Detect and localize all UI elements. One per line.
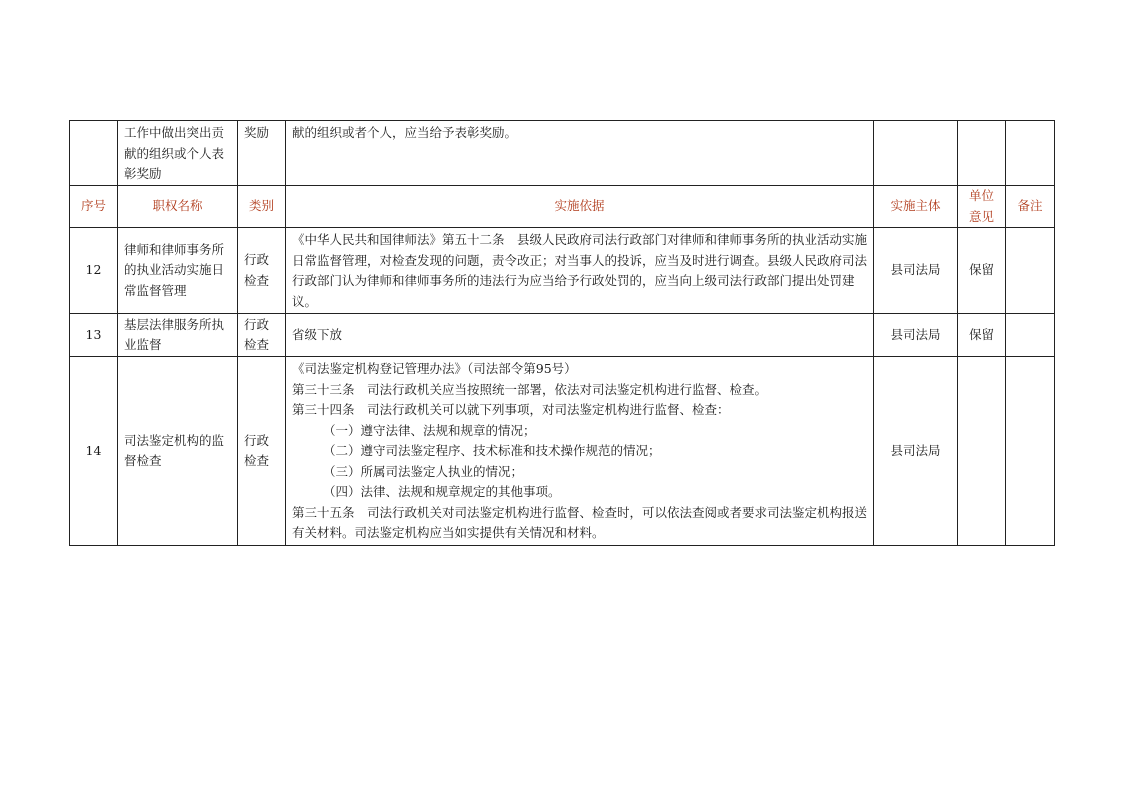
cell-index: 13	[70, 314, 118, 357]
cell-name: 司法鉴定机构的监督检查	[118, 357, 238, 546]
table-row	[70, 357, 1055, 546]
basis-list-item: （一）遵守法律、法规和规章的情况；	[323, 422, 536, 438]
cell-opinion: 保留	[958, 314, 1006, 357]
basis-list-item: （二）遵守司法鉴定程序、技术标准和技术操作规范的情况；	[323, 443, 661, 458]
table-header-row	[70, 186, 1055, 228]
cell-index: 12	[70, 228, 118, 314]
basis-paragraph: 第三十四条 司法行政机关可以就下列事项，对司法鉴定机构进行监督、检查：	[292, 402, 730, 417]
cell-opinion	[958, 121, 1006, 186]
cell-remark	[1006, 121, 1055, 186]
basis-paragraph: 《中华人民共和国律师法》第五十二条 县级人民政府司法行政部门对律师和律师事务所的执业活动实施日常监督管理，对检查发现的问题，责令改正；对当事人的投诉，应当及时进行调查。县级人民政府司法行政部门认为律师和律师事务所的违法行为应当给予行政处罚的，应当向上级司法行政部门提出处罚建议。	[292, 232, 868, 309]
header-name: 职权名称	[118, 186, 238, 228]
header-basis: 实施依据	[286, 186, 874, 228]
cell-remark	[1006, 228, 1055, 314]
cell-subject: 县司法局	[874, 228, 958, 314]
table-row-continued	[70, 121, 1055, 186]
cell-category: 行政检查	[238, 228, 286, 314]
cell-basis: 献的组织或者个人，应当给予表彰奖励。	[286, 121, 874, 186]
cell-category: 奖励	[238, 121, 286, 186]
table-row	[70, 314, 1055, 357]
cell-subject	[874, 121, 958, 186]
cell-remark	[1006, 314, 1055, 357]
header-index: 序号	[70, 186, 118, 228]
cell-basis	[286, 314, 874, 357]
basis-list-item: （四）法律、法规和规章规定的其他事项。	[323, 484, 561, 499]
cell-opinion	[958, 357, 1006, 546]
basis-paragraph: 第三十五条 司法行政机关对司法鉴定机构进行监督、检查时，可以依法查阅或者要求司法鉴定机构报送有关材料。司法鉴定机构应当如实提供有关情况和材料。	[292, 504, 868, 540]
cell-name: 基层法律服务所执业监督	[118, 314, 238, 357]
authority-list-table	[69, 120, 1055, 546]
cell-opinion: 保留	[958, 228, 1006, 314]
cell-subject: 县司法局	[874, 357, 958, 546]
cell-name: 工作中做出突出贡献的组织或个人表彰奖励	[118, 121, 238, 186]
header-remark: 备注	[1006, 186, 1055, 228]
cell-category: 行政检查	[238, 357, 286, 546]
cell-index: 14	[70, 357, 118, 546]
cell-name: 律师和律师事务所的执业活动实施日常监督管理	[118, 228, 238, 314]
header-opinion: 单位意见	[958, 186, 1006, 228]
basis-paragraph: 《司法鉴定机构登记管理办法》（司法部令第95号）	[292, 361, 577, 376]
cell-subject: 县司法局	[874, 314, 958, 357]
header-subject: 实施主体	[874, 186, 958, 228]
cell-remark	[1006, 357, 1055, 546]
cell-basis	[286, 357, 874, 546]
table-row	[70, 228, 1055, 314]
basis-paragraph: 第三十三条 司法行政机关应当按照统一部署，依法对司法鉴定机构进行监督、检查。	[292, 381, 768, 397]
basis-list-item: （三）所属司法鉴定人执业的情况；	[323, 463, 524, 479]
basis-paragraph: 省级下放	[292, 326, 343, 342]
header-category: 类别	[238, 186, 286, 228]
cell-basis	[286, 228, 874, 314]
cell-index	[70, 121, 118, 186]
cell-category: 行政检查	[238, 314, 286, 357]
